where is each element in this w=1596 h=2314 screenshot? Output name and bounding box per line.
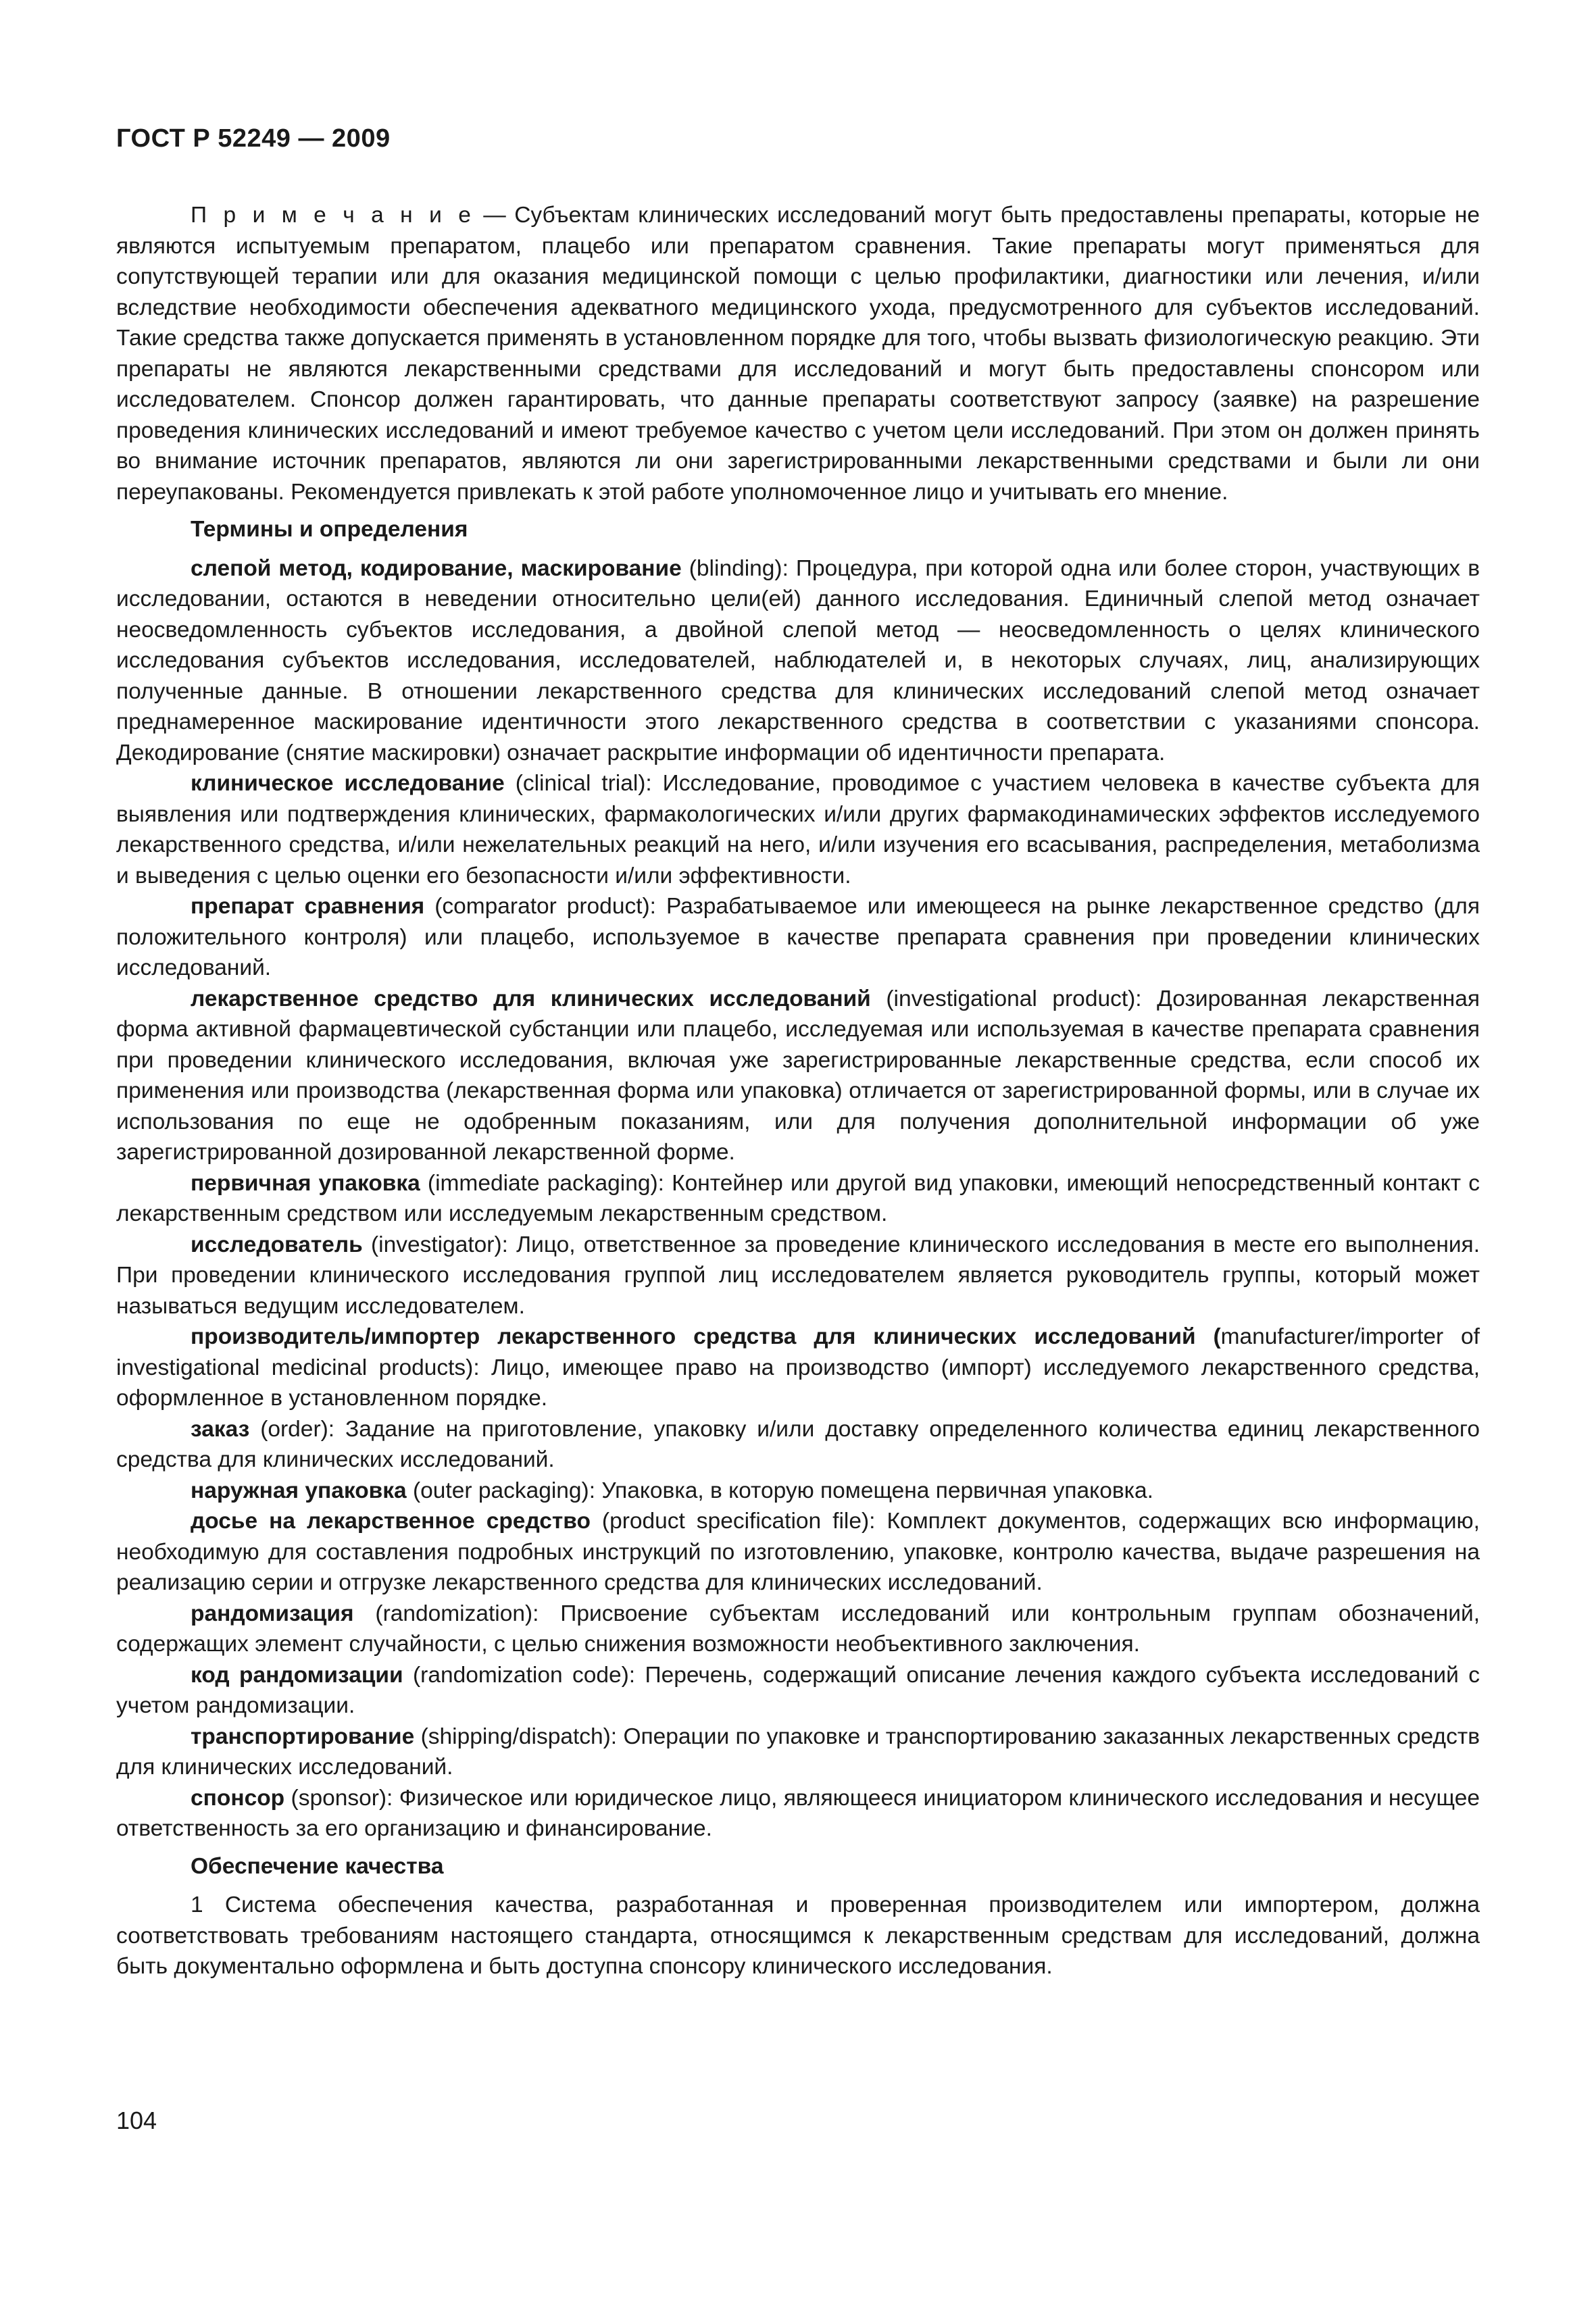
term-entry <box>116 1322 1480 1414</box>
term-name: спонсор <box>191 1785 285 1811</box>
term-entry <box>116 1230 1480 1322</box>
term-name: рандомизация <box>191 1601 354 1626</box>
term-definition: (outer packaging): Упаковка, в которую помещена первичная упаковка. <box>406 1478 1153 1503</box>
note-paragraph <box>116 200 1480 507</box>
term-entry <box>116 891 1480 984</box>
term-definition: (comparator product): Разрабатываемое или имеющееся на рынке лекарственное средство (для положительного контроля) или плацебо, используемое в качестве препарата сравнения при проведении клинических исследований. <box>116 894 1480 980</box>
section-heading-quality: Обеспечение качества <box>191 1853 444 1879</box>
document-body <box>116 200 1480 1982</box>
term-name: досье на лекарственное средство <box>191 1509 591 1534</box>
term-definition: manufacturer/importer of investigational medicinal products): Лицо, имеющее право на производство (импорт) исследуемого лекарственного средства, оформленное в установленном порядке. <box>116 1324 1480 1411</box>
term-name: препарат сравнения <box>191 894 425 919</box>
term-definition: (immediate packaging): Контейнер или другой вид упаковки, имеющий непосредственный контакт с лекарственным средством или исследуемым лекарственным средством. <box>116 1170 1480 1226</box>
quality-paragraph: 1 Система обеспечения качества, разработанная и проверенная производителем или импортером, должна соответствовать требованиям настоящего стандарта, относящимся к лекарственным средствам для исследований, должна быть документально оформлена и быть доступна спонсору клинического исследования. <box>116 1892 1480 1979</box>
page-number: 104 <box>116 2107 157 2134</box>
term-entry <box>116 1599 1480 1660</box>
term-definition: (sponsor): Физическое или юридическое лицо, являющееся инициатором клинического исследования и несущее ответственность за его организацию и финансирование. <box>116 1785 1480 1841</box>
term-definition: (shipping/dispatch): Операции по упаковке и транспортированию заказанных лекарственных средств для клинических исследований. <box>116 1724 1480 1780</box>
term-definition: (investigator): Лицо, ответственное за проведение клинического исследования в месте его выполнения. При проведении клинического исследования группой лиц исследователем является руководитель группы, который может называться ведущим исследователем. <box>116 1232 1480 1319</box>
term-definition: (product specification file): Комплект документов, содержащих всю информацию, необходимую для составления подробных инструкций по изготовлению, упаковке, контролю качества, выдаче разрешения на реализацию серии и отгрузке лекарственного средства для клинических исследований. <box>116 1509 1480 1595</box>
term-name: производитель/импортер лекарственного средства для клинических исследований ( <box>191 1324 1221 1349</box>
term-entry <box>116 984 1480 1168</box>
term-name: транспортирование <box>191 1724 415 1749</box>
term-entry <box>116 1721 1480 1783</box>
note-text: — Субъектам клинических исследований могут быть предоставлены препараты, которые не являются испытуемым препаратом, плацебо или препаратом сравнения. Такие препараты могут применяться для сопутствующей терапии или для оказания медицинской помощи с целью профилактики, диагностики или лечения, и/или вследствие необходимости обеспечения адекватного медицинского ухода, предусмотренного для субъектов исследований. Такие средства также допускается применять в установленном порядке для того, чтобы вызвать физиологическую реакцию. Эти препараты не являются лекарственными средствами для исследований и могут быть предоставлены спонсором или исследователем. Спонсор должен гарантировать, что данные препараты соответствуют запросу (заявке) на разрешение проведения клинических исследований и имеют требуемое качество с учетом цели исследований. При этом он должен принять во внимание источник препаратов, являются ли они зарегистрированными лекарственными средствами и были ли они переупакованы. Рекомендуется привлекать к этой работе уполномоченное лицо и учитывать его мнение. <box>116 203 1480 505</box>
term-name: слепой метод, кодирование, маскирование <box>191 555 682 581</box>
term-name: первичная упаковка <box>191 1170 420 1196</box>
term-entry <box>116 553 1480 769</box>
term-definition: (randomization): Присвоение субъектам исследований или контрольным группам обозначений, содержащих элемент случайности, с целью снижения возможности необъективного заключения. <box>116 1601 1480 1657</box>
term-entry <box>116 1168 1480 1230</box>
term-definition: (blinding): Процедура, при которой одна или более сторон, участвующих в исследовании, остаются в неведении относительно цели(ей) данного исследования. Единичный слепой метод означает неосведомленность субъектов исследования, а двойной слепой метод — неосведомленность о целях клинического исследования субъектов исследования, исследователей, наблюдателей и, в некоторых случаях, лиц, анализирующих полученные данные. В отношении лекарственного средства для клинических исследований слепой метод означает преднамеренное маскирование идентичности этого лекарственного средства в соответствии с указаниями спонсора. Декодирование (снятие маскировки) означает раскрытие информации об идентичности препарата. <box>116 555 1480 765</box>
term-definition: (clinical trial): Исследование, проводимое с участием человека в качестве субъекта для выявления или подтверждения клинических, фармакологических и/или других фармакодинамических эффектов исследуемого лекарственного средства, и/или нежелательных реакций на него, и/или изучения его всасывания, распределения, метаболизма и выведения с целью оценки его безопасности и/или эффективности. <box>116 771 1480 888</box>
term-entry <box>116 1783 1480 1844</box>
term-entry <box>116 1476 1480 1507</box>
term-definition: (randomization code): Перечень, содержащий описание лечения каждого субъекта исследований с учетом рандомизации. <box>116 1662 1480 1718</box>
term-name: лекарственное средство для клинических исследований <box>191 986 871 1011</box>
term-name: исследователь <box>191 1232 363 1257</box>
term-definition: (order): Задание на приготовление, упаковку и/или доставку определенного количества единиц лекарственного средства для клинических исследований. <box>116 1416 1480 1472</box>
term-name: клиническое исследование <box>191 771 505 796</box>
term-entry <box>116 768 1480 891</box>
term-entry <box>116 1660 1480 1721</box>
document-code-header: ГОСТ Р 52249 — 2009 <box>116 124 391 153</box>
section-heading-terms: Термины и определения <box>191 517 468 542</box>
term-name: код рандомизации <box>191 1662 403 1688</box>
term-entry <box>116 1506 1480 1599</box>
note-label: П р и м е ч а н и е <box>191 203 475 228</box>
term-definition: (investigational product): Дозированная лекарственная форма активной фармацевтической субстанции или плацебо, исследуемая или используемая в качестве препарата сравнения при проведении клинического исследования, включая уже зарегистрированные лекарственные средства, если способ их применения или производства (лекарственная форма или упаковка) отличается от зарегистрированной формы, или в случае их использования по еще не одобренным показаниям, или для получения дополнительной информации об уже зарегистрированной дозированной лекарственной форме. <box>116 986 1480 1165</box>
term-name: наружная упаковка <box>191 1478 407 1503</box>
term-entry <box>116 1414 1480 1476</box>
term-name: заказ <box>191 1416 250 1442</box>
